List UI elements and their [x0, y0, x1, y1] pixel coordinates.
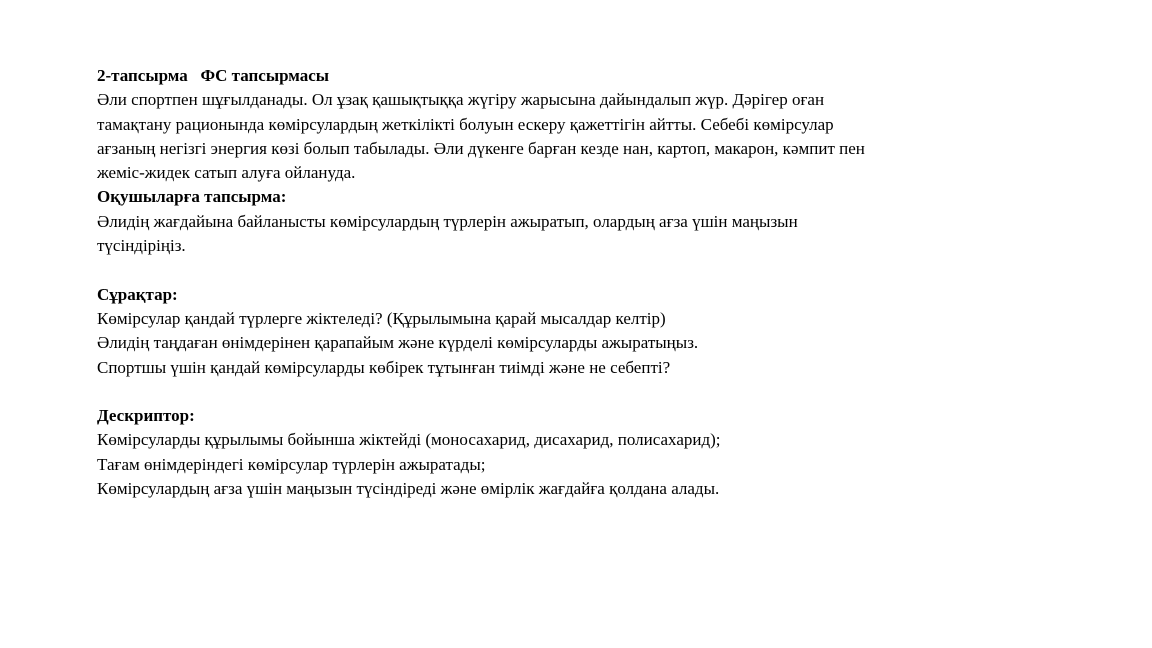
scenario-line: Әли спортпен шұғылданады. Ол ұзақ қашықтыққа жүгіру жарысына дайындалып жүр. Дәрігер оған — [97, 90, 825, 110]
scenario-line: жеміс-жидек сатып алуға ойлануда. — [97, 163, 356, 183]
descriptor-heading: Дескриптор: — [97, 406, 195, 426]
descriptor-item: Көмірсулардың ағза үшін маңызын түсіндіреді және өмірлік жағдайға қолдана алады. — [97, 479, 720, 499]
scenario-line: тамақтану рационында көмірсулардың жеткілікті болуын ескеру қажеттігін айтты. Себебі көмірсулар — [97, 114, 834, 134]
task-line: Әлидің жағдайына байланысты көмірсулардың түрлерін ажыратып, олардың ағза үшін маңызын — [97, 211, 798, 231]
question-item: Спортшы үшін қандай көмірсуларды көбірек тұтынған тиімді және не себепті? — [97, 357, 671, 377]
question-item: Көмірсулар қандай түрлерге жіктеледі? (Құрылымына қарай мысалдар келтір) — [97, 308, 666, 328]
questions-heading: Сұрақтар: — [97, 284, 178, 304]
spacer — [97, 258, 865, 282]
scenario-line: ағзаның негізгі энергия көзі болып табылады. Әли дүкенге барған кезде нан, картоп, макарон, кәмпит пен — [97, 138, 865, 158]
descriptor-item: Тағам өнімдеріндегі көмірсулар түрлерін ажыратады; — [97, 454, 486, 474]
task-title: 2-тапсырма ФС тапсырмасы — [97, 66, 330, 85]
descriptor-item: Көмірсуларды құрылымы бойынша жіктейді (моносахарид, дисахарид, полисахарид); — [97, 430, 721, 450]
document-body — [97, 64, 865, 501]
question-item: Әлидің таңдаған өнімдерінен қарапайым және күрделі көмірсуларды ажыратыңыз. — [97, 333, 699, 353]
task-line: түсіндіріңіз. — [97, 236, 186, 256]
task-heading: Оқушыларға тапсырма: — [97, 187, 287, 207]
spacer — [97, 380, 865, 404]
